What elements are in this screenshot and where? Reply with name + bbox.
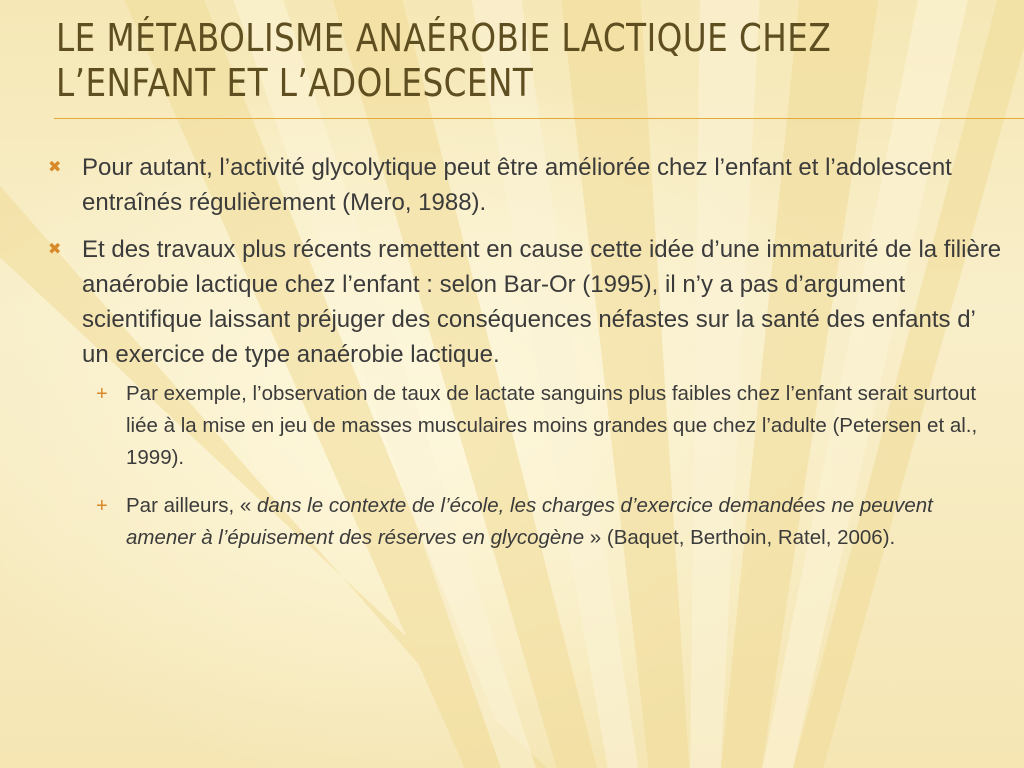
sub-bullet-text-before: Par ailleurs, « — [126, 494, 258, 517]
x-bullet-icon: ✖ — [48, 241, 62, 258]
slide-body — [44, 150, 1004, 570]
sub-bullet-text-after: » (Baquet, Berthoin, Ratel, 2006). — [584, 526, 896, 549]
sub-bullet-item — [96, 490, 1004, 554]
sub-bullet-list — [96, 378, 1004, 554]
plus-bullet-icon: + — [96, 495, 108, 517]
slide-title — [56, 16, 864, 106]
title-divider — [54, 118, 1024, 119]
sub-bullet-quote: dans le contexte de l’école, les charges d’exercice demandées ne peuvent amener à l’épuisement des réserves en glycogène — [126, 494, 933, 549]
bullet-item — [44, 232, 1004, 372]
bullet-text: Et des travaux plus récents remettent en cause cette idée d’une immaturité de la filière anaérobie lactique chez l’enfant : selon Bar-Or (1995), il n’y a pas d’argument scientifique laissant préjuger des conséquences néfastes sur la santé des enfants d’ un exercice de type anaérobie lactique. — [82, 236, 1002, 368]
x-bullet-icon: ✖ — [48, 159, 62, 176]
plus-bullet-icon: + — [96, 383, 108, 405]
slide-title-line1: LE MÉTABOLISME ANAÉROBIE LACTIQUE CHEZ — [56, 16, 832, 60]
bullet-text: Pour autant, l’activité glycolytique peut être améliorée chez l’enfant et l’adolescent entraînés régulièrement (Mero, 1988). — [82, 154, 952, 216]
sub-bullet-text: Par exemple, l’observation de taux de lactate sanguins plus faibles chez l’enfant serait surtout liée à la mise en jeu de masses musculaires moins grandes que chez l’adulte (Petersen et al., 1999). — [126, 382, 978, 469]
bullet-item — [44, 150, 1004, 220]
slide-title-line2: L’ENFANT ET L’ADOLESCENT — [56, 61, 534, 105]
sub-bullet-item — [96, 378, 1004, 474]
